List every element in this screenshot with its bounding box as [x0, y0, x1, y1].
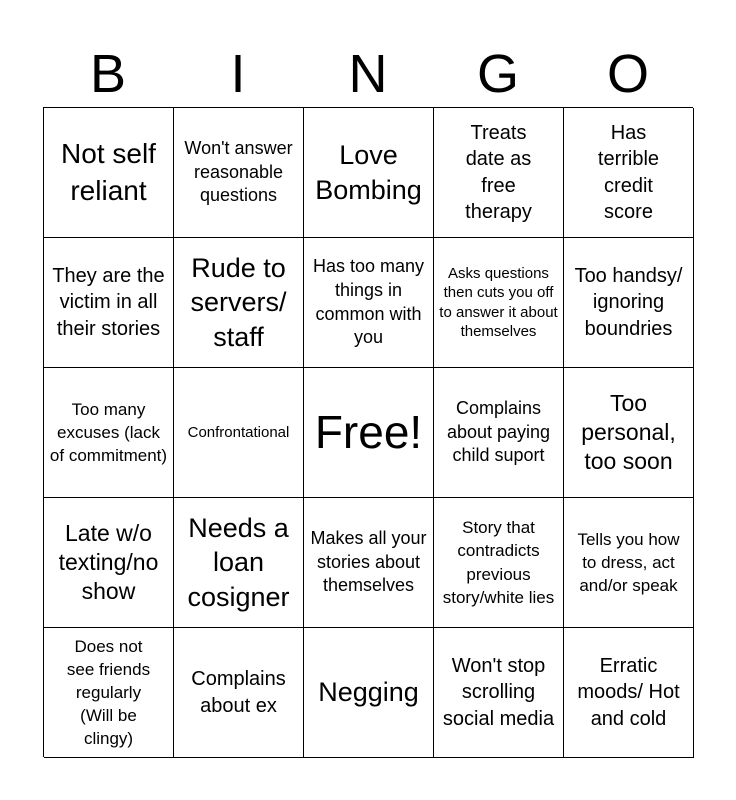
bingo-cell-text: Love Bombing	[315, 139, 422, 205]
bingo-cell-text: Erratic moods/ Hot and cold	[577, 654, 680, 730]
bingo-cell-r5c3[interactable]	[304, 628, 434, 758]
bingo-cell-text: Has terrible credit score	[597, 121, 660, 223]
bingo-cell-text: Complains about ex	[191, 668, 286, 717]
header-letter-g: G	[476, 44, 519, 104]
bingo-cell-text: Needs a loan cosigner	[187, 512, 290, 612]
bingo-cell-r4c3[interactable]	[304, 498, 434, 628]
bingo-cell-r1c4[interactable]	[434, 108, 564, 238]
bingo-cell-r2c1[interactable]	[44, 238, 174, 368]
bingo-cell-text: They are the victim in all their stories	[52, 264, 165, 340]
bingo-cell-r2c5[interactable]	[564, 238, 694, 368]
bingo-cell-text: Story that contradicts previous story/white lies	[442, 518, 555, 607]
bingo-cell-text: Makes all your stories about themselves	[310, 527, 427, 596]
bingo-cell-r5c4[interactable]	[434, 628, 564, 758]
bingo-cell-text: Confrontational	[187, 423, 290, 441]
bingo-cell-r4c1[interactable]	[44, 498, 174, 628]
bingo-cell-r3c3-free[interactable]	[304, 368, 434, 498]
bingo-cell-text: Treats date as free therapy	[465, 121, 532, 223]
bingo-cell-r5c1[interactable]	[44, 628, 174, 758]
free-space-label: Free!	[314, 405, 423, 458]
bingo-cell-r4c5[interactable]	[564, 498, 694, 628]
bingo-cell-text: Complains about paying child suport	[446, 397, 551, 466]
bingo-cell-r4c4[interactable]	[434, 498, 564, 628]
bingo-cell-r3c2[interactable]	[174, 368, 304, 498]
bingo-cell-text: Too many excuses (lack of commitment)	[49, 399, 168, 466]
bingo-cell-text: Has too many things in common with you	[312, 256, 425, 348]
bingo-cell-r1c5[interactable]	[564, 108, 694, 238]
bingo-cell-text: Won't answer reasonable questions	[184, 137, 293, 206]
bingo-cell-text: Negging	[318, 677, 419, 708]
bingo-cell-text: Asks questions then cuts you off to answer it about themselves	[439, 264, 558, 340]
bingo-cell-r3c4[interactable]	[434, 368, 564, 498]
bingo-cell-text: Rude to servers/ staff	[190, 252, 287, 352]
bingo-cell-text: Does not see friends regularly (Will be clingy)	[66, 636, 151, 749]
bingo-cell-r5c5[interactable]	[564, 628, 694, 758]
header-letter-o: O	[606, 44, 649, 104]
bingo-cell-r4c2[interactable]	[174, 498, 304, 628]
bingo-cell-r2c2[interactable]	[174, 238, 304, 368]
bingo-cell-text: Tells you how to dress, act and/or speak	[577, 529, 680, 596]
bingo-cell-text: Too handsy/ ignoring boundries	[574, 264, 683, 340]
bingo-header	[43, 40, 693, 108]
bingo-cell-r1c1[interactable]	[44, 108, 174, 238]
bingo-cell-text: Won't stop scrolling social media	[442, 654, 555, 730]
bingo-cell-r1c3[interactable]	[304, 108, 434, 238]
bingo-cell-text: Not self reliant	[61, 138, 156, 206]
bingo-cell-r3c1[interactable]	[44, 368, 174, 498]
bingo-cell-text: Too personal, too soon	[581, 389, 676, 475]
header-letter-i: I	[230, 44, 246, 104]
bingo-cell-r2c4[interactable]	[434, 238, 564, 368]
bingo-board	[43, 107, 693, 757]
bingo-cell-r1c2[interactable]	[174, 108, 304, 238]
bingo-cell-r3c5[interactable]	[564, 368, 694, 498]
bingo-cell-text: Late w/o texting/no show	[58, 519, 159, 605]
bingo-cell-r2c3[interactable]	[304, 238, 434, 368]
header-letter-b: B	[89, 44, 127, 104]
header-letter-n: N	[348, 44, 388, 104]
bingo-cell-r5c2[interactable]	[174, 628, 304, 758]
